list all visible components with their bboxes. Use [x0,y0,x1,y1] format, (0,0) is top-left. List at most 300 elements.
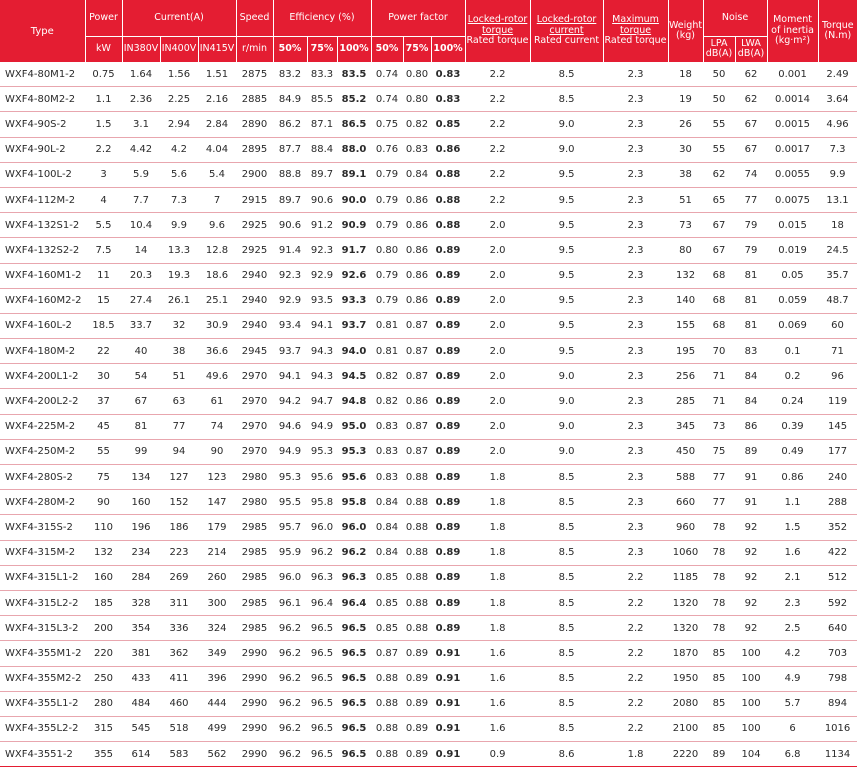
cell-pf-75: 0.84 [403,162,431,187]
cell-type: WXF4-80M1-2 [0,62,85,87]
cell-pf-75: 0.89 [403,641,431,666]
cell-power: 1.1 [85,87,122,112]
cell-moment-of-inertia: 0.0015 [767,112,818,137]
cell-current-400: 4.2 [160,137,198,162]
cell-maximum-torque: 2.2 [603,590,668,615]
cell-current-380: 40 [122,339,160,364]
cell-eff-75: 87.1 [307,112,337,137]
cell-pf-100: 0.91 [431,716,465,741]
cell-eff-50: 94.2 [273,389,307,414]
cell-locked-rotor-current: 8.5 [530,616,603,641]
cell-eff-50: 95.5 [273,490,307,515]
header-type: Type [0,0,85,62]
cell-noise-lwa: 100 [735,666,767,691]
cell-maximum-torque: 2.2 [603,716,668,741]
cell-pf-50: 0.83 [371,439,403,464]
header-current-380: IN380V [122,36,160,62]
cell-pf-100: 0.89 [431,565,465,590]
cell-moment-of-inertia: 0.2 [767,364,818,389]
cell-current-415: 214 [198,540,236,565]
header-power-factor: Power factor [371,0,465,36]
cell-moment-of-inertia: 1.1 [767,490,818,515]
cell-locked-rotor-torque: 2.0 [465,313,530,338]
cell-locked-rotor-torque: 1.6 [465,716,530,741]
cell-locked-rotor-torque: 2.0 [465,339,530,364]
cell-moment-of-inertia: 0.39 [767,414,818,439]
header-eff-75: 75% [307,36,337,62]
header-maximum-torque [603,0,668,62]
cell-eff-75: 83.3 [307,62,337,87]
cell-weight: 132 [668,263,703,288]
cell-torque: 145 [818,414,857,439]
cell-eff-50: 83.2 [273,62,307,87]
cell-locked-rotor-torque: 2.0 [465,263,530,288]
maximum-torque-sub: Rated torque [604,35,667,47]
cell-eff-50: 96.2 [273,666,307,691]
cell-eff-75: 95.8 [307,490,337,515]
cell-moment-of-inertia: 2.3 [767,590,818,615]
cell-pf-100: 0.89 [431,540,465,565]
cell-moment-of-inertia: 6.8 [767,742,818,767]
cell-noise-lwa: 79 [735,213,767,238]
cell-current-415: 260 [198,565,236,590]
header-weight: Weight (kg) [668,0,703,62]
cell-pf-100: 0.89 [431,490,465,515]
table-row [0,590,857,615]
cell-pf-75: 0.87 [403,414,431,439]
cell-current-380: 354 [122,616,160,641]
cell-locked-rotor-torque: 1.6 [465,691,530,716]
cell-current-400: 26.1 [160,288,198,313]
cell-eff-50: 93.4 [273,313,307,338]
table-row [0,364,857,389]
cell-weight: 38 [668,162,703,187]
cell-weight: 1950 [668,666,703,691]
locked-rotor-current-label: Locked-rotor current [536,14,597,36]
cell-weight: 588 [668,465,703,490]
cell-current-415: 179 [198,515,236,540]
cell-noise-lpa: 55 [703,112,735,137]
cell-pf-50: 0.81 [371,313,403,338]
cell-maximum-torque: 2.3 [603,137,668,162]
cell-type: WXF4-280S-2 [0,465,85,490]
cell-moment-of-inertia: 0.0014 [767,87,818,112]
cell-eff-50: 96.2 [273,716,307,741]
cell-maximum-torque: 2.3 [603,540,668,565]
cell-torque: 119 [818,389,857,414]
cell-power: 45 [85,414,122,439]
cell-locked-rotor-current: 9.0 [530,439,603,464]
cell-power: 5.5 [85,213,122,238]
cell-weight: 2220 [668,742,703,767]
cell-current-400: 460 [160,691,198,716]
cell-pf-50: 0.88 [371,666,403,691]
cell-type: WXF4-355M1-2 [0,641,85,666]
cell-current-400: 94 [160,439,198,464]
cell-eff-50: 86.2 [273,112,307,137]
header-eff-100: 100% [337,36,371,62]
cell-current-380: 67 [122,389,160,414]
cell-current-415: 4.04 [198,137,236,162]
cell-current-380: 54 [122,364,160,389]
cell-power: 185 [85,590,122,615]
cell-noise-lpa: 50 [703,87,735,112]
cell-noise-lpa: 67 [703,238,735,263]
cell-speed: 2940 [236,288,273,313]
cell-type: WXF4-200L1-2 [0,364,85,389]
cell-current-380: 10.4 [122,213,160,238]
cell-maximum-torque: 2.3 [603,238,668,263]
cell-eff-75: 95.6 [307,465,337,490]
cell-noise-lpa: 78 [703,616,735,641]
cell-pf-50: 0.82 [371,364,403,389]
cell-power: 18.5 [85,313,122,338]
cell-pf-75: 0.82 [403,112,431,137]
cell-eff-50: 96.2 [273,641,307,666]
cell-current-400: 77 [160,414,198,439]
cell-pf-50: 0.83 [371,465,403,490]
cell-torque: 24.5 [818,238,857,263]
cell-noise-lwa: 92 [735,616,767,641]
cell-locked-rotor-current: 8.5 [530,691,603,716]
cell-torque: 592 [818,590,857,615]
cell-current-415: 9.6 [198,213,236,238]
cell-eff-50: 92.3 [273,263,307,288]
cell-moment-of-inertia: 4.9 [767,666,818,691]
cell-pf-75: 0.86 [403,213,431,238]
cell-type: WXF4-3551-2 [0,742,85,767]
cell-locked-rotor-torque: 2.0 [465,389,530,414]
cell-noise-lwa: 79 [735,238,767,263]
cell-eff-50: 90.6 [273,213,307,238]
cell-speed: 2985 [236,515,273,540]
table-row [0,87,857,112]
cell-pf-100: 0.88 [431,162,465,187]
cell-moment-of-inertia: 0.015 [767,213,818,238]
cell-eff-75: 96.0 [307,515,337,540]
cell-locked-rotor-torque: 2.0 [465,364,530,389]
cell-noise-lpa: 65 [703,187,735,212]
cell-moment-of-inertia: 2.1 [767,565,818,590]
cell-current-415: 396 [198,666,236,691]
cell-current-415: 2.84 [198,112,236,137]
cell-locked-rotor-torque: 2.0 [465,238,530,263]
cell-eff-100: 95.8 [337,490,371,515]
cell-eff-75: 94.3 [307,339,337,364]
cell-speed: 2980 [236,490,273,515]
cell-pf-75: 0.86 [403,288,431,313]
cell-moment-of-inertia: 1.6 [767,540,818,565]
cell-torque: 240 [818,465,857,490]
cell-torque: 13.1 [818,187,857,212]
cell-noise-lwa: 84 [735,364,767,389]
cell-weight: 450 [668,439,703,464]
cell-eff-50: 88.8 [273,162,307,187]
table-row [0,187,857,212]
cell-current-380: 27.4 [122,288,160,313]
cell-moment-of-inertia: 6 [767,716,818,741]
cell-moment-of-inertia: 5.7 [767,691,818,716]
cell-noise-lpa: 85 [703,691,735,716]
cell-speed: 2990 [236,742,273,767]
cell-torque: 2.49 [818,62,857,87]
cell-locked-rotor-current: 8.5 [530,515,603,540]
cell-current-415: 49.6 [198,364,236,389]
cell-locked-rotor-torque: 2.2 [465,137,530,162]
cell-torque: 894 [818,691,857,716]
cell-locked-rotor-torque: 2.2 [465,112,530,137]
cell-current-400: 362 [160,641,198,666]
cell-eff-100: 96.3 [337,565,371,590]
cell-pf-75: 0.87 [403,313,431,338]
table-row [0,540,857,565]
header-eff-50: 50% [273,36,307,62]
cell-maximum-torque: 2.2 [603,616,668,641]
cell-speed: 2990 [236,666,273,691]
cell-current-380: 7.7 [122,187,160,212]
cell-noise-lwa: 91 [735,465,767,490]
cell-type: WXF4-180M-2 [0,339,85,364]
cell-current-380: 5.9 [122,162,160,187]
cell-type: WXF4-355L2-2 [0,716,85,741]
header-power: Power [85,0,122,36]
cell-current-415: 12.8 [198,238,236,263]
cell-pf-100: 0.91 [431,742,465,767]
cell-type: WXF4-280M-2 [0,490,85,515]
cell-moment-of-inertia: 0.059 [767,288,818,313]
cell-torque: 177 [818,439,857,464]
cell-type: WXF4-355L1-2 [0,691,85,716]
cell-locked-rotor-torque: 1.8 [465,565,530,590]
cell-noise-lpa: 85 [703,716,735,741]
cell-current-415: 324 [198,616,236,641]
cell-eff-50: 93.7 [273,339,307,364]
cell-maximum-torque: 2.3 [603,162,668,187]
cell-current-415: 5.4 [198,162,236,187]
cell-noise-lpa: 85 [703,641,735,666]
cell-noise-lwa: 67 [735,112,767,137]
cell-moment-of-inertia: 2.5 [767,616,818,641]
cell-eff-100: 96.5 [337,716,371,741]
cell-locked-rotor-current: 9.0 [530,137,603,162]
cell-eff-100: 95.3 [337,439,371,464]
cell-weight: 73 [668,213,703,238]
header-moment-of-inertia: Moment of inertia (kg·m²) [767,0,818,62]
cell-speed: 2900 [236,162,273,187]
cell-pf-100: 0.89 [431,465,465,490]
cell-moment-of-inertia: 0.0055 [767,162,818,187]
table-row [0,414,857,439]
cell-current-415: 300 [198,590,236,615]
cell-current-400: 5.6 [160,162,198,187]
cell-moment-of-inertia: 0.069 [767,313,818,338]
cell-noise-lpa: 75 [703,439,735,464]
cell-locked-rotor-current: 9.5 [530,339,603,364]
cell-locked-rotor-current: 9.5 [530,213,603,238]
cell-pf-75: 0.88 [403,515,431,540]
cell-noise-lpa: 71 [703,389,735,414]
cell-noise-lpa: 78 [703,515,735,540]
header-efficiency: Efficiency (%) [273,0,371,36]
cell-eff-100: 94.5 [337,364,371,389]
cell-current-415: 90 [198,439,236,464]
cell-eff-75: 90.6 [307,187,337,212]
cell-power: 4 [85,187,122,212]
cell-noise-lpa: 55 [703,137,735,162]
cell-current-400: 51 [160,364,198,389]
cell-power: 200 [85,616,122,641]
header-noise: Noise [703,0,767,36]
cell-maximum-torque: 2.3 [603,263,668,288]
cell-pf-75: 0.87 [403,364,431,389]
cell-power: 55 [85,439,122,464]
cell-eff-100: 96.2 [337,540,371,565]
cell-torque: 640 [818,616,857,641]
cell-pf-75: 0.86 [403,389,431,414]
table-row [0,565,857,590]
cell-type: WXF4-355M2-2 [0,666,85,691]
cell-pf-50: 0.85 [371,565,403,590]
cell-current-380: 381 [122,641,160,666]
cell-type: WXF4-250M-2 [0,439,85,464]
table-row [0,288,857,313]
cell-weight: 1320 [668,590,703,615]
cell-current-415: 562 [198,742,236,767]
table-row [0,112,857,137]
cell-pf-50: 0.88 [371,716,403,741]
cell-current-380: 33.7 [122,313,160,338]
cell-torque: 512 [818,565,857,590]
cell-current-400: 269 [160,565,198,590]
cell-maximum-torque: 2.3 [603,187,668,212]
cell-eff-50: 94.1 [273,364,307,389]
cell-current-400: 38 [160,339,198,364]
cell-speed: 2915 [236,187,273,212]
cell-locked-rotor-current: 8.5 [530,465,603,490]
table-row [0,716,857,741]
header-speed-unit: r/min [236,36,273,62]
cell-maximum-torque: 2.3 [603,87,668,112]
cell-current-380: 433 [122,666,160,691]
cell-maximum-torque: 2.3 [603,465,668,490]
cell-eff-75: 92.3 [307,238,337,263]
cell-current-400: 2.25 [160,87,198,112]
cell-noise-lwa: 92 [735,515,767,540]
cell-pf-50: 0.79 [371,288,403,313]
cell-eff-100: 96.5 [337,742,371,767]
cell-torque: 1134 [818,742,857,767]
cell-weight: 18 [668,62,703,87]
cell-pf-100: 0.88 [431,187,465,212]
cell-current-415: 25.1 [198,288,236,313]
table-row [0,339,857,364]
cell-eff-50: 84.9 [273,87,307,112]
cell-weight: 195 [668,339,703,364]
cell-power: 355 [85,742,122,767]
cell-current-415: 36.6 [198,339,236,364]
cell-current-415: 18.6 [198,263,236,288]
cell-eff-75: 96.5 [307,641,337,666]
cell-locked-rotor-current: 9.0 [530,364,603,389]
cell-power: 30 [85,364,122,389]
cell-locked-rotor-current: 9.0 [530,112,603,137]
cell-torque: 4.96 [818,112,857,137]
cell-pf-100: 0.89 [431,339,465,364]
cell-locked-rotor-current: 8.5 [530,87,603,112]
cell-eff-75: 88.4 [307,137,337,162]
cell-current-380: 99 [122,439,160,464]
cell-speed: 2925 [236,238,273,263]
cell-pf-50: 0.80 [371,238,403,263]
cell-noise-lpa: 62 [703,162,735,187]
cell-speed: 2940 [236,263,273,288]
cell-eff-100: 96.5 [337,641,371,666]
cell-eff-75: 96.3 [307,565,337,590]
table-row [0,213,857,238]
cell-torque: 798 [818,666,857,691]
cell-locked-rotor-current: 8.5 [530,666,603,691]
cell-eff-50: 91.4 [273,238,307,263]
cell-eff-100: 93.7 [337,313,371,338]
cell-pf-75: 0.88 [403,616,431,641]
cell-speed: 2940 [236,313,273,338]
cell-eff-100: 85.2 [337,87,371,112]
cell-pf-50: 0.84 [371,540,403,565]
cell-noise-lpa: 78 [703,540,735,565]
cell-current-380: 4.42 [122,137,160,162]
cell-current-415: 7 [198,187,236,212]
cell-current-400: 127 [160,465,198,490]
cell-eff-100: 96.0 [337,515,371,540]
cell-locked-rotor-current: 8.5 [530,540,603,565]
cell-power: 160 [85,565,122,590]
cell-current-415: 74 [198,414,236,439]
cell-current-380: 81 [122,414,160,439]
cell-moment-of-inertia: 0.24 [767,389,818,414]
cell-weight: 1185 [668,565,703,590]
cell-locked-rotor-torque: 2.2 [465,187,530,212]
cell-power: 15 [85,288,122,313]
cell-noise-lpa: 85 [703,666,735,691]
cell-pf-100: 0.83 [431,62,465,87]
cell-locked-rotor-torque: 2.2 [465,162,530,187]
cell-eff-100: 96.5 [337,616,371,641]
cell-pf-50: 0.76 [371,137,403,162]
cell-weight: 80 [668,238,703,263]
cell-eff-100: 86.5 [337,112,371,137]
cell-locked-rotor-current: 9.5 [530,263,603,288]
cell-type: WXF4-160M2-2 [0,288,85,313]
cell-pf-100: 0.89 [431,590,465,615]
cell-noise-lwa: 89 [735,439,767,464]
cell-current-400: 13.3 [160,238,198,263]
cell-torque: 3.64 [818,87,857,112]
cell-maximum-torque: 2.2 [603,666,668,691]
table-row [0,465,857,490]
cell-eff-50: 95.9 [273,540,307,565]
cell-speed: 2945 [236,339,273,364]
cell-pf-50: 0.79 [371,187,403,212]
header-noise-lwa: LWA dB(A) [735,36,767,62]
header-torque: Torque (N.m) [818,0,857,62]
cell-power: 280 [85,691,122,716]
cell-pf-75: 0.88 [403,490,431,515]
cell-type: WXF4-315L3-2 [0,616,85,641]
cell-power: 315 [85,716,122,741]
cell-power: 22 [85,339,122,364]
cell-eff-100: 95.0 [337,414,371,439]
cell-torque: 9.9 [818,162,857,187]
